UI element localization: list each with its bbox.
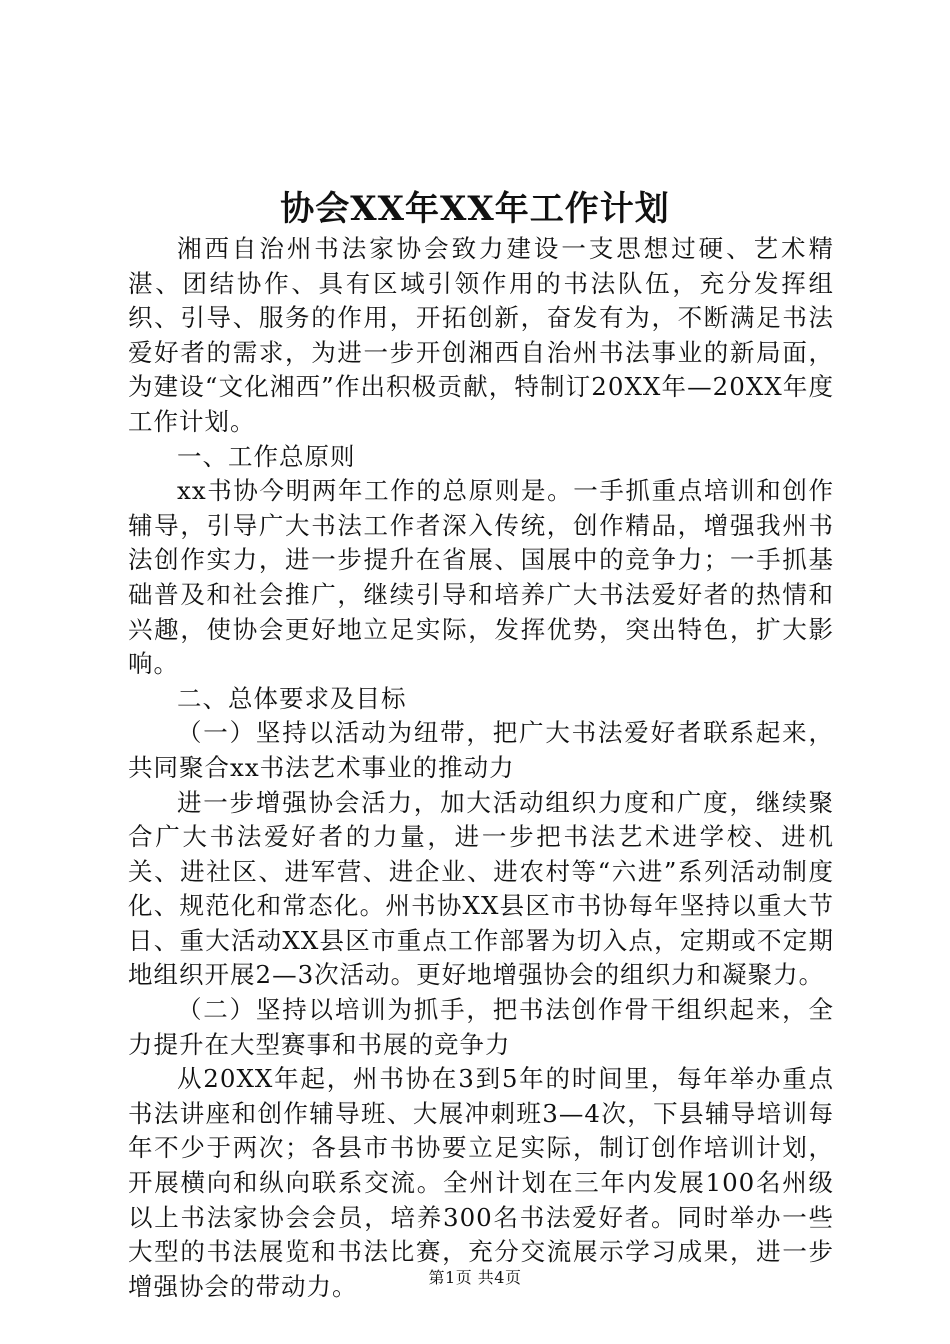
section-heading-2: 二、总体要求及目标 — [177, 683, 407, 713]
document-body — [128, 232, 834, 1304]
subheading-1: （一）坚持以活动为纽带，把广大书法爱好者联系起来，共同聚合xx书法艺术事业的推动力 — [128, 718, 834, 782]
subheading-2: （二）坚持以培训为抓手，把书法创作骨干组织起来，全力提升在大型赛事和书展的竞争力 — [128, 995, 834, 1059]
page-number-footer: 第1页 共4页 — [428, 1268, 522, 1287]
paragraph-principle: xx书协今明两年工作的总原则是。一手抓重点培训和创作辅导，引导广大书法工作者深入传统，创作精品，增强我州书法创作实力，进一步提升在省展、国展中的竞争力；一手抓基础普及和社会推广，继续引导和培养广大书法爱好者的热情和兴趣，使协会更好地立足实际，发挥优势，突出特色，扩大影响。 — [128, 476, 834, 679]
paragraph-intro: 湘西自治州书法家协会致力建设一支思想过硬、艺术精湛、团结协作、具有区域引领作用的书法队伍，充分发挥组织、引导、服务的作用，开拓创新，奋发有为，不断满足书法爱好者的需求，为进一步开创湘西自治州书法事业的新局面，为建设“文化湘西”作出积极贡献，特制订20XX年—20XX年度工作计划。 — [128, 234, 834, 436]
document-title: 协会XX年XX年工作计划 — [280, 189, 670, 229]
section-heading-1: 一、工作总原则 — [177, 441, 356, 471]
paragraph-training: 从20XX年起，州书协在3到5年的时间里，每年举办重点书法讲座和创作辅导班、大展冲刺班3—4次，下县辅导培训每年不少于两次；各县市书协要立足实际，制订创作培训计划，开展横向和纵向联系交流。全州计划在三年内发展100名州级以上书法家协会会员，培养300名书法爱好者。同时举办一些大型的书法展览和书法比赛，充分交流展示学习成果，进一步增强协会的带动力。 — [128, 1064, 834, 1301]
paragraph-activities: 进一步增强协会活力，加大活动组织力度和广度，继续聚合广大书法爱好者的力量，进一步把书法艺术进学校、进机关、进社区、进军营、进企业、进农村等“六进”系列活动制度化、规范化和常态化。州书协XX县区市书协每年坚持以重大节日、重大活动XX县区市重点工作部署为切入点，定期或不定期地组织开展2—3次活动。更好地增强协会的组织力和凝聚力。 — [128, 787, 834, 990]
